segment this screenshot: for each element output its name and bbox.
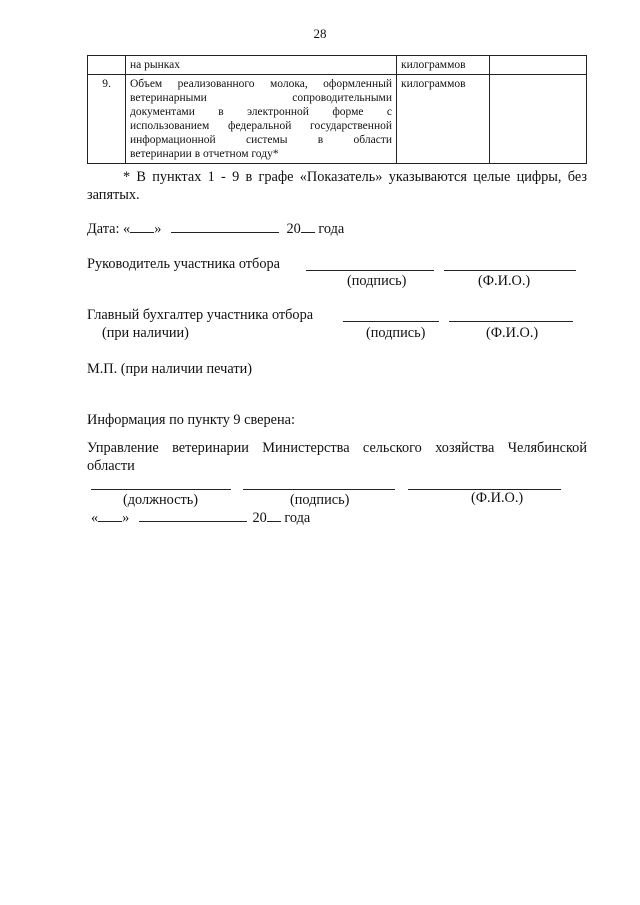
description-line: на рынках xyxy=(130,59,181,71)
accountant-note: (при наличии) xyxy=(102,325,189,341)
date-line xyxy=(87,221,344,238)
seal-note: М.П. (при наличии печати) xyxy=(87,361,252,377)
description-line: Объем реализованного молока, оформленный xyxy=(130,78,392,90)
footnote: * В пунктах 1 - 9 в графе «Показатель» указываются целые цифры, без запятых. xyxy=(87,169,587,203)
signature-caption: (подпись) xyxy=(366,325,426,341)
department-line: области xyxy=(87,458,135,474)
description-line: ветеринарными сопроводительными xyxy=(130,92,392,104)
year-prefix: 20 xyxy=(252,510,267,526)
accountant-fio-line xyxy=(449,321,573,322)
head-label: Руководитель участника отбора xyxy=(87,256,280,272)
fio-caption: (Ф.И.О.) xyxy=(478,273,531,289)
department-line: Управление ветеринарии Министерства сельского хозяйства Челябинской xyxy=(87,440,587,456)
department-name xyxy=(87,439,587,475)
verified-text: Информация по пункту 9 сверена: xyxy=(87,412,295,428)
fio-caption: (Ф.И.О.) xyxy=(471,490,524,506)
signature-caption: (подпись) xyxy=(290,492,350,508)
year-blank xyxy=(267,520,281,522)
row-value xyxy=(490,75,587,164)
row-number xyxy=(88,56,126,75)
year-blank xyxy=(301,231,315,233)
month-blank xyxy=(139,520,247,522)
accountant-label: Главный бухгалтер участника отбора xyxy=(87,307,314,323)
indicator-table xyxy=(87,55,587,164)
date-quote-open: « xyxy=(91,510,99,526)
head-fio-line xyxy=(444,270,576,271)
signature-line xyxy=(243,489,395,490)
row-description xyxy=(126,56,397,75)
description-line: информационной системы в области xyxy=(130,134,392,146)
description-line: ветеринарии в отчетном году* xyxy=(130,148,279,160)
row-value xyxy=(490,56,587,75)
description-line: использованием федеральной государственной xyxy=(130,120,392,132)
fio-caption: (Ф.И.О.) xyxy=(486,325,539,341)
table-row xyxy=(88,56,587,75)
date-prefix: Дата: « xyxy=(87,221,131,237)
row-description xyxy=(126,75,397,164)
head-signature-line xyxy=(306,270,434,271)
row-unit: килограммов xyxy=(397,56,490,75)
year-suffix: года xyxy=(314,221,345,237)
row-number: 9. xyxy=(88,75,126,164)
page-number: 28 xyxy=(313,26,327,41)
table-row xyxy=(88,75,587,164)
day-blank xyxy=(98,520,122,522)
day-blank xyxy=(130,231,154,233)
date-quote-close: » xyxy=(154,221,162,237)
position-caption: (должность) xyxy=(123,492,199,508)
bottom-date-line xyxy=(91,510,310,527)
description-line: документами в электронной форме с xyxy=(130,106,392,118)
row-unit: килограммов xyxy=(397,75,490,164)
date-quote-close: » xyxy=(122,510,130,526)
year-suffix: года xyxy=(280,510,311,526)
signature-caption: (подпись) xyxy=(347,273,407,289)
position-line xyxy=(91,489,231,490)
year-prefix: 20 xyxy=(286,221,301,237)
accountant-signature-line xyxy=(343,321,439,322)
month-blank xyxy=(171,231,279,233)
